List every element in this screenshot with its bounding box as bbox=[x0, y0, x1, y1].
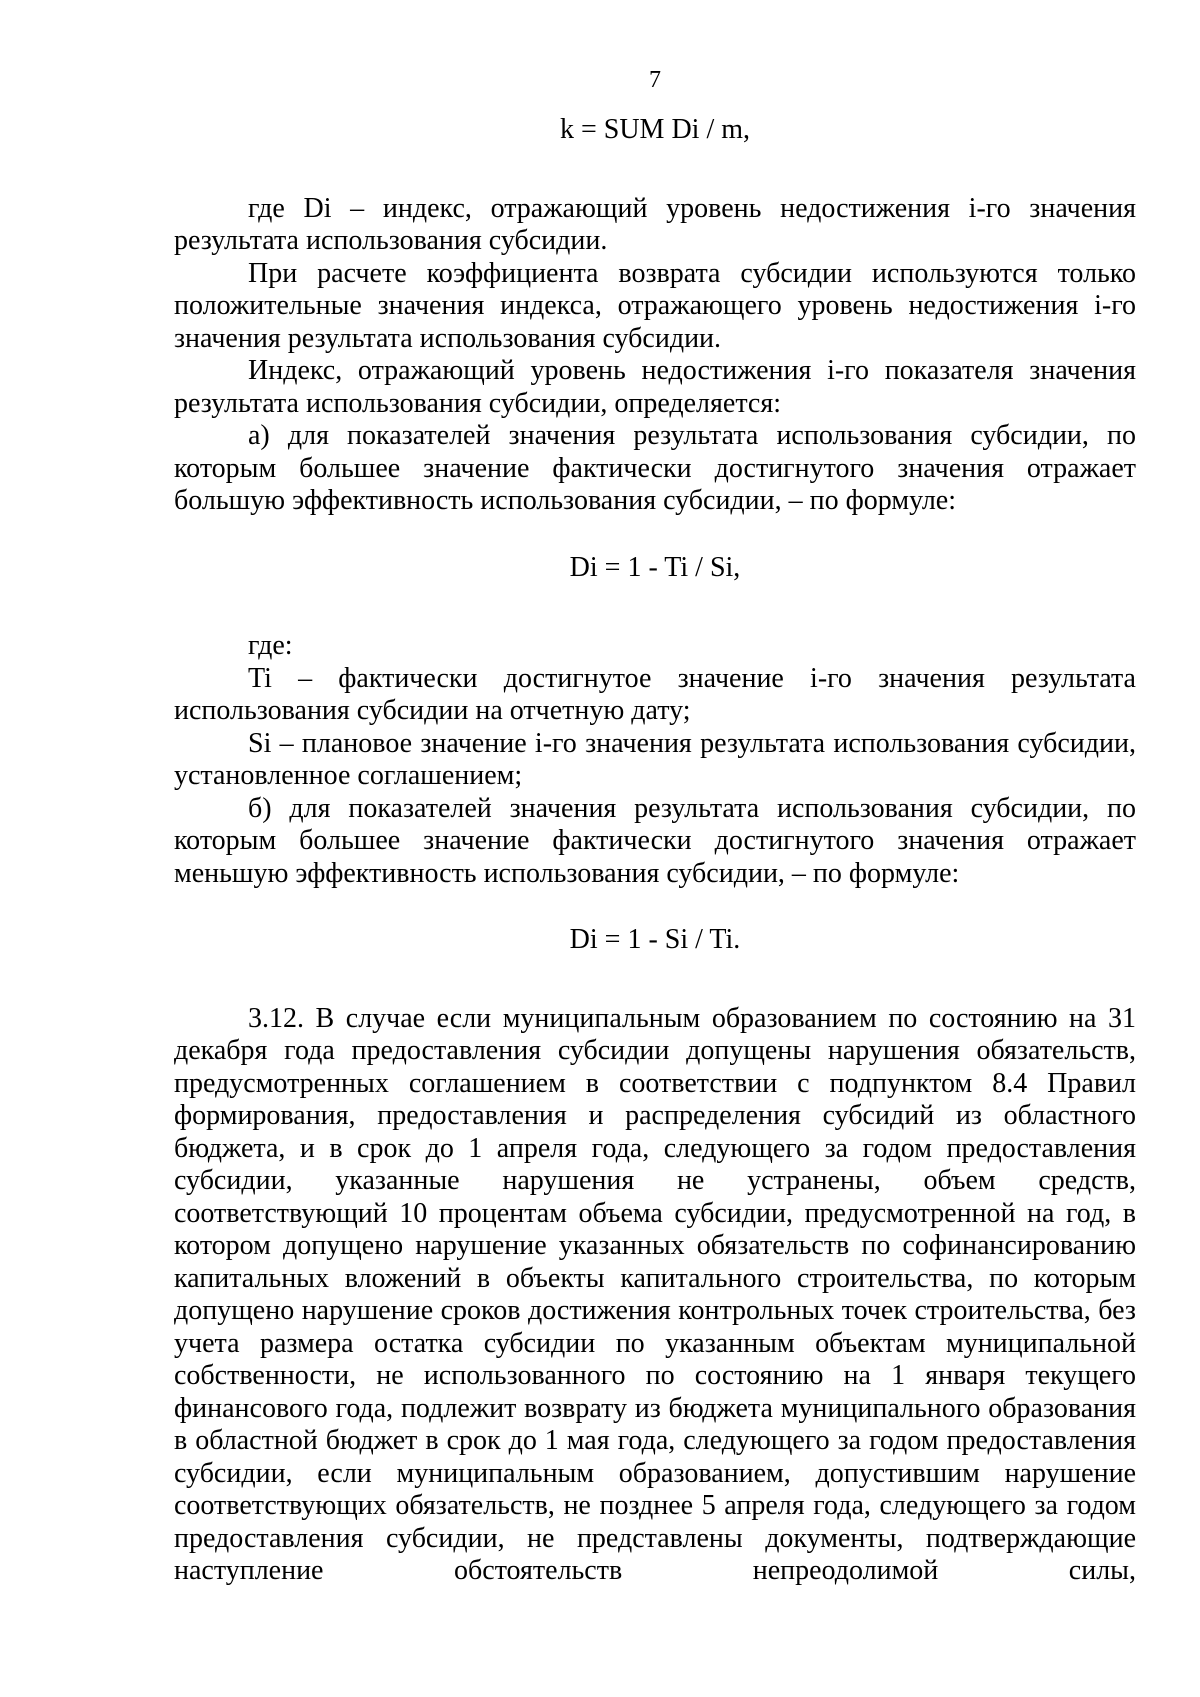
document-body bbox=[174, 114, 1136, 1588]
paragraph-positive-values: При расчете коэффициента возврата субсидии используются только положительные значения индекса, отражающего уровень недостижения i-го значения результата использования субсидии. bbox=[174, 257, 1136, 354]
paragraph-index-definition: Индекс, отражающий уровень недостижения i-го показателя значения результата использования субсидии, определяется: bbox=[174, 355, 1136, 419]
paragraph-case-b: б) для показателей значения результата использования субсидии, по которым большее значение фактически достигнутого значения отражает меньшую эффективность использования субсидии, – по формуле: bbox=[174, 792, 1136, 889]
formula-case-a: Di = 1 - Ti / Si, bbox=[569, 551, 741, 583]
paragraph-di-definition: где Di – индекс, отражающий уровень недостижения i-го значения результата использования субсидии. bbox=[174, 192, 1136, 256]
where-label: где: bbox=[248, 630, 293, 661]
definition-ti: Ti – фактически достигнутое значение i-го значения результата использования субсидии на отчетную дату; bbox=[174, 662, 1136, 726]
formula-case-b: Di = 1 - Si / Ti. bbox=[569, 924, 741, 955]
paragraph-case-a: а) для показателей значения результата использования субсидии, по которым большее значение фактически достигнутого значения отражает большую эффективность использования субсидии, – по формуле: bbox=[174, 420, 1136, 516]
definition-si: Si – плановое значение i-го значения результата использования субсидии, установленное соглашением; bbox=[174, 727, 1136, 791]
page-number: 7 bbox=[649, 67, 661, 93]
formula-k: k = SUM Di / m, bbox=[559, 114, 751, 145]
paragraph-3-12: 3.12. В случае если муниципальным образованием по состоянию на 31 декабря года предоставления субсидии допущены нарушения обязательств, предусмотренных соглашением в соответствии с подпунктом 8.4 Правил формирования, предоставления и распределения субсидий из областного бюджета, и в срок до 1 апреля года, следующего за годом предоставления субсидии, указанные нарушения не устранены, объем средств, соответствующий 10 процентам объема субсидии, предусмотренной на год, в котором допущено нарушение указанных обязательств по софинансированию капитальных вложений в объекты капитального строительства, по которым допущено нарушение сроков достижения контрольных точек строительства, без учета размера остатка субсидии по указанным объектам муниципальной собственности, не использованного по состоянию на 1 января текущего финансового года, подлежит возврату из бюджета муниципального образования в областной бюджет в срок до 1 мая года, следующего за годом предоставления субсидии, если муниципальным образованием, допустившим нарушение соответствующих обязательств, не позднее 5 апреля года, следующего за годом предоставления субсидии, не представлены документы, подтверждающие наступление обстоятельств непреодолимой силы, bbox=[174, 1002, 1136, 1586]
